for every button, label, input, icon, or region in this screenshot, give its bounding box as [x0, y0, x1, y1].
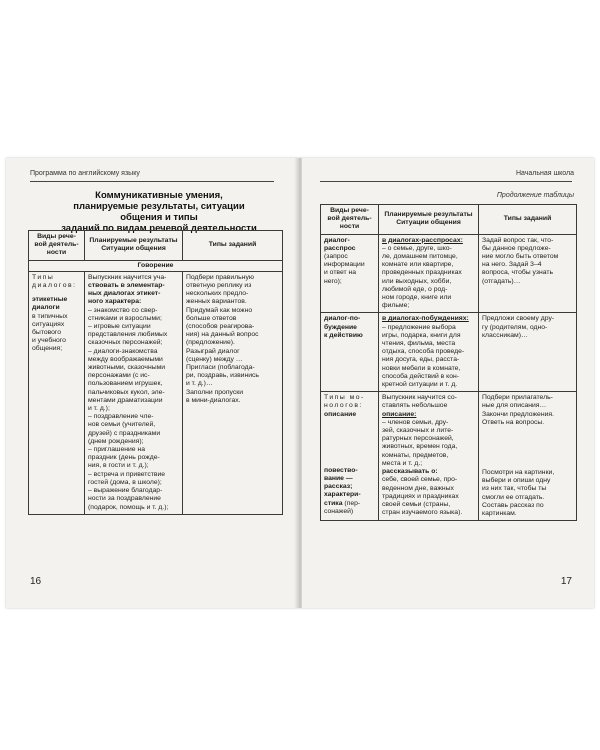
continuation-label: Продолжение таблицы — [496, 192, 574, 199]
cell-tasks: Предложи своему дру- гу (родителям, одно- классникам)… — [479, 313, 577, 392]
table-row — [29, 271, 283, 514]
cell-activity: Типы мо- нологов: описание повество- вание — рассказ; характери- стика (пер- сонажей) — [321, 392, 379, 521]
right-header-rule — [320, 181, 572, 182]
section-row — [29, 260, 283, 271]
title-line: заданий по видам речевой деятельности — [61, 223, 257, 234]
table-header-row — [321, 205, 577, 235]
table-title — [56, 190, 262, 234]
left-header-rule — [30, 181, 274, 182]
header-activity-type: Виды рече- вой деятель- ности — [29, 231, 85, 261]
right-running-head: Начальная школа — [515, 170, 574, 177]
cell-tasks: Подбери прилагатель- ные для описания… Закончи предложения. Ответь на вопросы. Посмотри на картинки, выбери и опиши одну из них так, чтобы ты смогли ее отгадать. Составь рассказ по картинкам. — [479, 392, 577, 521]
header-planned-results: Планируемые результаты Ситуации общения — [85, 231, 183, 261]
right-page — [302, 158, 594, 608]
table-row — [321, 392, 577, 521]
header-task-types: Типы заданий — [183, 231, 283, 261]
title-line: планируемые результаты, ситуации общения и типы — [73, 201, 245, 223]
left-running-head: Программа по английскому языку — [30, 170, 140, 177]
book-spread — [6, 158, 594, 608]
header-activity-type: Виды рече- вой деятель- ности — [321, 205, 379, 235]
left-page-number: 16 — [30, 576, 42, 587]
table-header-row — [29, 231, 283, 261]
left-skills-table — [28, 230, 283, 515]
cell-activity: диалог- расспрос (запрос информации и ответ на него); — [321, 234, 379, 313]
cell-results: в диалогах-побуждениях: – предложение выбора игры, подарка, книги для чтения, фильма, места отдыха, способа проведе- ния досуга, еды, расста- новки мебели в комнате, способа действий в кон- кретной ситуации и т. д. — [379, 313, 479, 392]
cell-activity: диалог-по- буждение к действию — [321, 313, 379, 392]
left-page — [6, 158, 298, 608]
header-task-types: Типы заданий — [479, 205, 577, 235]
cell-results: Выпускник научится со- ставлять небольшое описание: – членов семьи, дру- зей, сказочных и лите- ратурных персонажей, животных, времен года, комнаты, предметов, места и т. д.; рассказывать о: себе, своей семье, про- веденном дне, важных традициях и праздниках своей семьи (страны, стран изучаемого языка). — [379, 392, 479, 521]
section-speaking: Говорение — [29, 260, 283, 271]
header-planned-results: Планируемые результаты Ситуации общения — [379, 205, 479, 235]
title-line: Коммуникативные умения, — [95, 190, 223, 201]
cell-tasks: Задай вопрос так, что- бы данное предложе- ние могло быть ответом на него. Задай 3–4 вопроса, чтобы узнать (отгадать)… — [479, 234, 577, 313]
right-page-number: 17 — [560, 576, 572, 587]
table-row — [321, 234, 577, 313]
cell-results: Выпускник научится уча- ствовать в элементар- ных диалогах этикет- ного характера: – знакомство со свер- стниками и взрослыми; – игровые ситуации представления любимых сказочных персонажей; – диалоги-знакомства между воображаемыми животными, сказочными персонажами (с ис- пользованием игрушек, пальчиковых кукол, эле- ментами драматизации и т. д.); – поздравление чле- нов семьи (учителей, друзей) с праздниками (днем рождения); – приглашение на праздник (день рожде- ния, в гости и т. д.); – встреча и приветствие гостей (дома, в школе); – выражение благодар- ности за поздравление (подарок, помощь и т. д.); — [85, 271, 183, 514]
cell-results: в диалогах-расспросах: – о семье, друге, шко- ле, домашнем питомце, комнате или квартире, проведенных праздниках или выходных, хобби, любимой еде, о род- ном городе, книге или фильме; — [379, 234, 479, 313]
table-row — [321, 313, 577, 392]
right-skills-table — [320, 204, 577, 521]
cell-activity: Типы диалогов: этикетные диалоги в типичных ситуациях бытового и учебного общения; — [29, 271, 85, 514]
cell-tasks: Подбери правильную ответную реплику из нескольких предло- женных вариантов. Придумай как можно больше ответов (способов реагирова- ния) на данный вопрос (предложение). Разыграй диалог (сценку) между … Пригласи (поблагода- ри, поздравь, извинись и т. д.)… Заполни пропуски в мини-диалогах. — [183, 271, 283, 514]
